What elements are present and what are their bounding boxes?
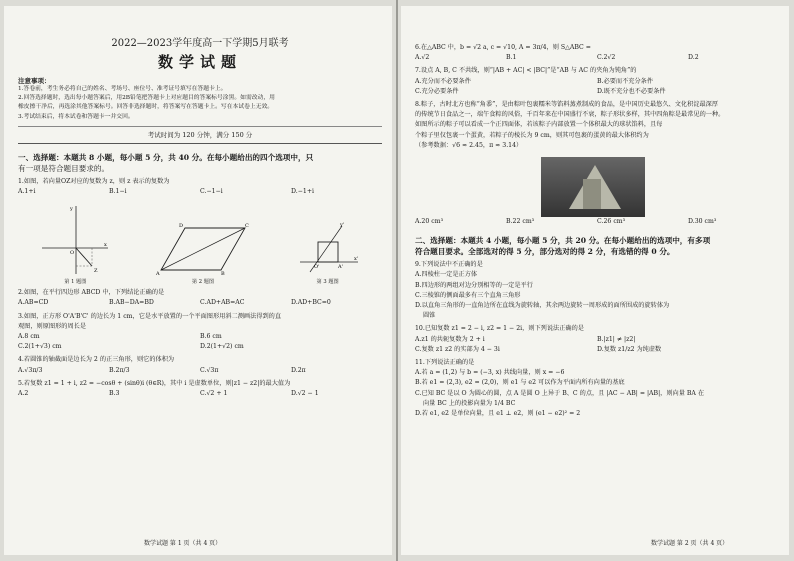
exam-time-line: 考试时间为 120 分钟，满分 150 分 (18, 126, 382, 139)
section-heading-1: 一、选择题：本题共 8 小题，每小题 5 分，共 40 分。在每小题给出的四个选项中，只 (18, 152, 314, 162)
figure-1 (40, 204, 110, 285)
option-b: B.1 (506, 54, 517, 62)
notice-item: 1.答卷前，考生务必将自己的姓名、考场号、座位号、准考证号填写在答题卡上。 (18, 86, 227, 92)
option-c: C.√2 + 1 (200, 390, 228, 398)
option-b: B.|z1| ≠ |z2| (597, 335, 636, 343)
figure-3-caption: 第 3 题图 (316, 279, 339, 286)
svg-text:y: y (70, 206, 74, 213)
question-8: 8.粽子，古时北方也称“角黍”，是由粽叶包裹糯米等馅料蒸煮制成的食品，是中国历史最悠久、文化积淀最深厚 (415, 101, 719, 109)
figure-3 (296, 220, 360, 285)
option-b: B.若 e1 = (2,3), e2 = (2,0)，则 e1 与 e2 可以作为平面内所有向量的基底 (415, 379, 625, 387)
option-d: D.√2 − 1 (291, 390, 319, 398)
reference-data: （参考数据：√6 ≈ 2.45，π ≈ 3.14） (415, 141, 523, 149)
option-d: D.2(1+√2) cm (200, 343, 244, 351)
question-2: 2.如图，在平行四边形 ABCD 中，下列结论正确的是 (18, 289, 165, 297)
option-a: A.若 a = (1,2) 与 b = (−3, x) 共线向量，则 x = −6 (415, 369, 565, 377)
option-c: C.2√2 (597, 54, 616, 62)
option-c-cont: 向量 BC 上的投影向量为 1/4 BC (423, 399, 516, 407)
question-9: 9.下列说法中不正确的是 (415, 261, 483, 269)
figure-row (18, 201, 382, 285)
zongzi-photo (541, 157, 645, 217)
option-b: B.AB−DA=BD (109, 299, 154, 307)
question-7: 7.设点 A, B, C 不共线，则“|AB + AC| < |BC|”是“AB 与 AC 的夹角为钝角”的 (415, 67, 637, 75)
option-d: D.若 e1, e2 是单位向量，且 e1 ⊥ e2，则 (e1 − e2)² = 2 (415, 410, 581, 418)
figure-2 (155, 222, 251, 285)
svg-text:D: D (178, 223, 183, 230)
complex-plane-diagram (40, 204, 110, 276)
question-11: 11.下列说法正确的是 (415, 359, 475, 367)
svg-text:B: B (220, 271, 225, 277)
notice-item: 橡皮擦干净后，再选涂其他答案标号。回答非选择题时，将答案写在答题卡上。写在本试卷上无效。 (18, 104, 274, 111)
svg-text:x: x (104, 242, 108, 249)
option-c: C.√3π (200, 366, 219, 374)
option-d: D.−1+i (291, 188, 314, 196)
option-c: C.充分必要条件 (415, 87, 459, 95)
option-b: B.必要而不充分条件 (597, 77, 654, 85)
section-divider (18, 143, 382, 144)
option-a: A.√3π/3 (18, 366, 43, 374)
question-3-options-row2 (18, 342, 382, 352)
question-8-cont-3: 个粽子里仅包裹一个蛋黄，若粽子的棱长为 9 cm，则其可包裹的蛋黄的最大体积约为 (415, 131, 649, 139)
option-a: A.AB=CD (18, 299, 49, 307)
question-8-cont-2: 如图所示的粽子可以看成一个正四面体，若该粽子内部放置一个体积最大的球状馅料，且每 (415, 121, 663, 129)
option-d: D.既不充分也不必要条件 (597, 87, 666, 95)
question-10-options (415, 335, 779, 345)
option-d-cont: 圆锥 (423, 312, 436, 320)
svg-text:Z: Z (94, 268, 98, 275)
option-d: D.30 cm³ (688, 218, 717, 226)
svg-text:A': A' (337, 264, 343, 271)
question-1-options (18, 187, 382, 197)
exam-header: 2022—2023学年度高一下学期5月联考 (111, 38, 289, 49)
option-b: B.四边形的两组对边分别相等的一定是平行 (415, 281, 533, 289)
question-3-options (18, 332, 382, 342)
question-4-options (18, 366, 382, 376)
question-3: 3.如图，正方形 O'A'B'C' 的边长为 1 cm，它是水平放置的一个平面图形用斜二测画法得到的直 (18, 312, 282, 320)
question-8-options (415, 217, 779, 227)
option-a: A.z1 的共轭复数为 2 + i (415, 335, 485, 343)
option-d: D.AD+BC=0 (291, 299, 331, 307)
option-c: C.AD+AB=AC (200, 299, 245, 307)
question-6-options (415, 53, 779, 63)
question-6: 6.在△ABC 中，b = √2 a, c = √10, A = 3π/4，则 S△ABC = (415, 44, 591, 51)
question-8-cont-1: 的传统节日食品之一，端午食粽的风俗，千百年来在中国盛行不衰，粽子形状多样，其中四角粽是最常见的一种。 (415, 111, 725, 119)
oblique-square-diagram (296, 220, 360, 276)
section-heading-1-cont: 有一项是符合题目要求的。 (18, 163, 110, 173)
notice-list (18, 85, 382, 122)
notice-item: 2.回答选择题时，选出每小题答案后，用2B铅笔把答题卡上对应题目的答案标号涂黑。如需改动，用 (18, 95, 275, 102)
question-5: 5.若复数 z1 = 1 + i, z2 = −cosθ + (sinθ)i (θ∈R)，其中 i 是虚数单位，则|z1 − z2|的最大值为 (18, 379, 291, 387)
page-footer: 数学试题 第 2 页（共 4 页） (651, 540, 729, 547)
option-a: A.8 cm (18, 333, 40, 341)
option-b: B.6 cm (200, 333, 222, 341)
question-3-cont: 观图，则原图形的周长是 (18, 322, 87, 330)
notice-heading: 注意事项： (18, 77, 51, 85)
option-d: D.2 (688, 54, 699, 62)
option-a: A.2 (18, 390, 29, 398)
option-a: A.充分而不必要条件 (415, 77, 471, 85)
option-a: A.四棱柱一定是正方体 (415, 271, 478, 279)
svg-text:O: O (70, 250, 75, 257)
exam-title: 数学试题 (157, 53, 242, 71)
option-c: C.已知 BC 是以 O 为圆心的圆，点 A 是圆 O 上异于 B、C 的点，且 |AC − AB| = |AB|，则向量 BA 在 (415, 389, 705, 397)
section-heading-2-cont: 符合题目要求。全部选对的得 5 分，部分选对的得 2 分，有选错的得 0 分。 (415, 247, 675, 257)
svg-text:y': y' (339, 222, 344, 229)
option-c: C.2(1+√3) cm (18, 343, 62, 351)
svg-text:x': x' (353, 256, 358, 263)
option-b: B.2π/3 (109, 366, 130, 374)
option-a: A.√2 (415, 54, 430, 62)
question-10: 10.已知复数 z1 = 2 − i, z2 = 1 − 2i，则下列说法正确的是 (415, 325, 584, 333)
svg-text:A: A (155, 271, 160, 277)
question-5-options (18, 389, 382, 399)
option-d: D.2π (291, 366, 306, 374)
option-c: C.26 cm³ (597, 218, 626, 226)
page-footer: 数学试题 第 1 页（共 4 页） (144, 540, 222, 547)
parallelogram-diagram (155, 222, 251, 276)
figure-1-caption: 第 1 题图 (64, 279, 87, 286)
option-d: D.以直角三角形的一直角边所在直线为旋转轴，其余两边旋转一周形成的面所围成的旋转体为 (415, 302, 670, 310)
section-heading-2: 二、选择题：本题共 4 小题，每小题 5 分，共 20 分。在每小题给出的选项中，有多项 (415, 236, 711, 246)
svg-text:C: C (244, 223, 249, 230)
option-c: C.三棱锥的侧面最多有三个直角三角形 (415, 291, 521, 299)
question-2-options (18, 298, 382, 308)
option-a: A.20 cm³ (415, 218, 444, 226)
page-gutter (396, 0, 398, 561)
option-d: D.复数 z1/z2 为纯虚数 (597, 345, 662, 353)
exam-page-1 (4, 6, 392, 555)
option-b: B.22 cm³ (506, 218, 535, 226)
svg-text:O': O' (313, 264, 320, 271)
option-a: A.1+i (18, 188, 36, 196)
figure-2-caption: 第 2 题图 (191, 279, 215, 286)
option-c: C.−1−i (200, 188, 223, 196)
option-c: C.复数 z1 z2 的实部为 4 − 3i (415, 345, 500, 353)
question-10-options-row2 (415, 345, 779, 355)
question-7-options-row2 (415, 87, 779, 97)
question-4: 4.若圆锥的轴截面是边长为 2 的正三角形，则它的体积为 (18, 356, 175, 364)
notice-item: 3.考试结束后，将本试卷和答题卡一并交回。 (18, 113, 134, 120)
question-1: 1.如图，若向量OZ对应的复数为 z，则 z 表示的复数为 (18, 177, 170, 185)
exam-page-2 (401, 6, 789, 555)
option-b: B.3 (109, 390, 120, 398)
question-7-options (415, 77, 779, 87)
option-b: B.1−i (109, 188, 127, 196)
